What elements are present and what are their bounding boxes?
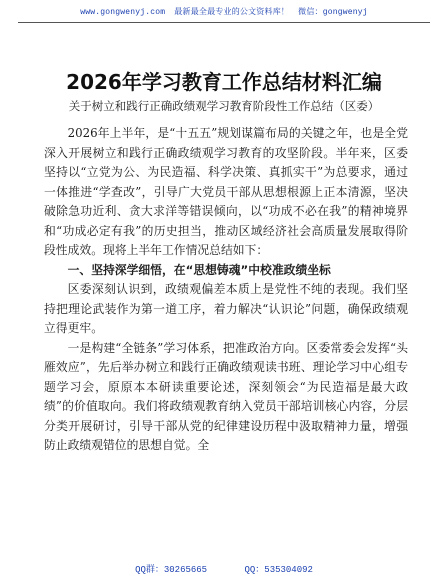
header-bar xyxy=(0,6,448,17)
qq-group-text: QQ群：30265665 xyxy=(135,565,208,575)
section-heading: 一、坚持深学细悟，在“思想铸魂”中校准政绩坐标 xyxy=(67,262,331,277)
wechat-text: 微信：gongwenyj xyxy=(298,8,368,17)
document-title: 2026年学习教育工作总结材料汇编 xyxy=(66,70,382,94)
document-body xyxy=(44,124,408,456)
qq-text: QQ：535304092 xyxy=(244,565,313,575)
header-divider xyxy=(18,22,430,23)
paragraph-point-one: 一是构建“全链条”学习体系，把准政治方向。区委常委会发挥“头雁效应”，先后举办树立和践行正确政绩观读书班、理论学习中心组专题学习会，原原本本研读重要论述，深刻领会“为民造福是最大政绩”的价值取向。我们将政绩观教育纳入党员干部培训核心内容，分层分类开展研讨，引导干部从党的纪律建设历程中汲取精神力量，增强防止政绩观错位的思想自觉。全 xyxy=(44,340,408,452)
footer-bar xyxy=(0,562,448,575)
paragraph-section-intro: 区委深刻认识到，政绩观偏差本质上是党性不纯的表现。我们坚持把理论武装作为第一道工序，着力解决“认识论”问题，确保政绩观立得更牢。 xyxy=(44,282,408,335)
document-subtitle: 关于树立和践行正确政绩观学习教育阶段性工作总结（区委） xyxy=(68,99,380,113)
paragraph-intro: 2026年上半年，是“十五五”规划谋篇布局的关键之年，也是全党深入开展树立和践行正确政绩观学习教育的攻坚阶段。半年来，区委坚持以“立党为公、为民造福、科学决策、真抓实干”为总要求，通过一体推进“学查改”，引导广大党员干部从思想根源上正本清源，坚决破除急功近利、贪大求洋等错误倾向，以“功成不必在我”的精神境界和“功成必定有我”的历史担当，推动区域经济社会高质量发展取得阶段性成效。现将上半年工作情况总结如下： xyxy=(44,126,408,257)
site-link[interactable]: www.gongwenyj.com xyxy=(80,8,166,17)
slogan-text: 最新最全最专业的公文资料库！ xyxy=(174,8,290,17)
